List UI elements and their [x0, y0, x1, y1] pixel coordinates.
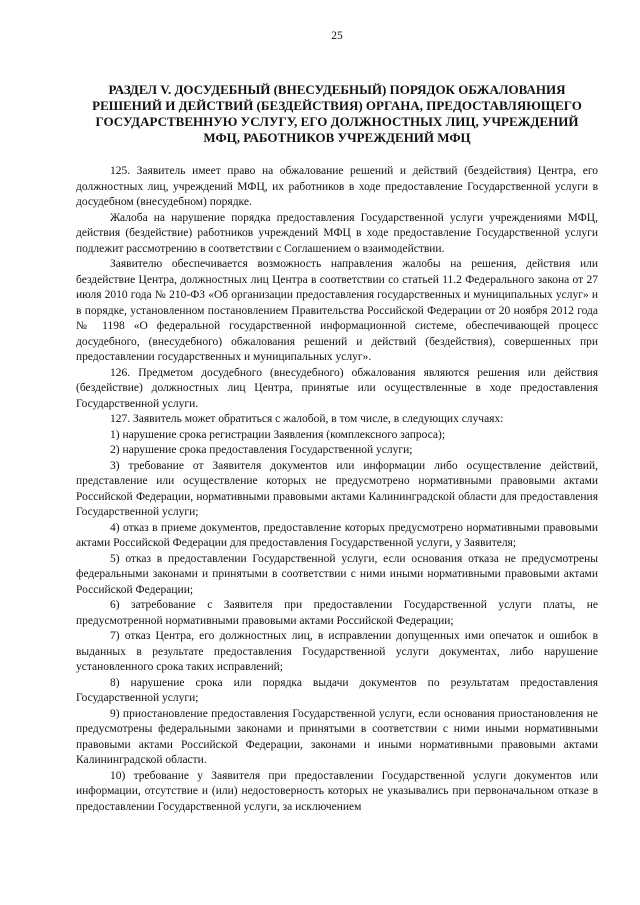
- paragraph-125: 125. Заявитель имеет право на обжалование решений и действий (бездействия) Центра, его должностных лиц, учреждений МФЦ, их работников в ходе предоставление Государственной услуги в досудебном (внесудебном) порядке.: [76, 165, 598, 208]
- paragraph-complaint-channels: Заявителю обеспечивается возможность направления жалобы на решения, действия или бездействие Центра, должностных лиц Центра в соответствии со статьей 11.2 Федерального закона от 27 июля 2010 года № 210-ФЗ «Об организации предоставления государственных и муниципальных услуг» и в порядке, установленном постановлением Правительства Российской Федерации от 20 ноября 2012 года № 1198 «О федеральной государственной информационной системе, обеспечивающей процесс досудебного, (внесудебного) обжалования решений и действий (бездействия), совершенных при предоставлении государственных и муниципальных услуг».: [76, 258, 598, 363]
- paragraph-complaint-mfc: Жалоба на нарушение порядка предоставления Государственной услуги учреждениями МФЦ, действия (бездействие) работников учреждений МФЦ в ходе предоставление Государственной услуги подлежит рассмотрению в соответствии с Соглашением о взаимодействии.: [76, 211, 598, 255]
- list-item-6: 6) затребование с Заявителя при предоставлении Государственной услуги платы, не предусмотренной нормативными правовыми актами Российской Федерации;: [76, 599, 598, 627]
- section-title-line: МФЦ, РАБОТНИКОВ УЧРЕЖДЕНИЙ МФЦ: [203, 130, 471, 145]
- section-title: [80, 82, 594, 146]
- paragraph-127: 127. Заявитель может обратиться с жалобой, в том числе, в следующих случаях:: [110, 413, 504, 425]
- section-title-line: РАЗДЕЛ V. ДОСУДЕБНЫЙ (ВНЕСУДЕБНЫЙ) ПОРЯДОК ОБЖАЛОВАНИЯ: [108, 82, 566, 97]
- list-item-8: 8) нарушение срока или порядка выдачи документов по результатам предоставления Государственной услуги;: [76, 676, 598, 704]
- list-item-5: 5) отказ в предоставлении Государственной услуги, если основания отказа не предусмотрены федеральными законами и принятыми в соответствии с ними иными нормативными правовыми актами Российской Федерации;: [76, 552, 598, 596]
- page-number: 25: [331, 30, 343, 42]
- body-text: [76, 164, 598, 815]
- list-item-10: 10) требование у Заявителя при предоставлении Государственной услуги документов или информации, отсутствие и (или) недостоверность которых не указывались при первоначальном отказе в предоставлении Государственной услуги, за исключением: [76, 769, 598, 813]
- list-item-7: 7) отказ Центра, его должностных лиц, в исправлении допущенных ими опечаток и ошибок в выданных в результате предоставления Государственной услуги документах, либо нарушение установленного срока таких исправлений;: [76, 630, 598, 673]
- section-title-line: ГОСУДАРСТВЕННУЮ УСЛУГУ, ЕГО ДОЛЖНОСТНЫХ ЛИЦ, УЧРЕЖДЕНИЙ: [95, 114, 579, 129]
- list-item-2: 2) нарушение срока предоставления Государственной услуги;: [110, 444, 413, 456]
- list-item-3: 3) требование от Заявителя документов или информации либо осуществление действий, представление или осуществление которых не предусмотрено нормативными правовыми актами Российской Федерации, нормативными правовыми актами Калининградской области для предоставления Государственной услуги;: [76, 459, 598, 518]
- list-item-9: 9) приостановление предоставления Государственной услуги, если основания приостановления не предусмотрены федеральными законами и принятыми в соответствии с ними иными нормативными правовыми актами Российской Федерации, законами и иными нормативными правовыми актами Калининградской области.: [76, 707, 598, 766]
- list-item-4: 4) отказ в приеме документов, предоставление которых предусмотрено нормативными правовыми актами Российской Федерации для предоставления Государственной услуги, у Заявителя;: [76, 521, 598, 549]
- paragraph-126: 126. Предметом досудебного (внесудебного) обжалования являются решения или действия (бездействие) должностных лиц Центра, принятые или осуществленные в ходе предоставления Государственной услуги.: [76, 366, 598, 410]
- list-item-1: 1) нарушение срока регистрации Заявления (комплексного запроса);: [110, 428, 446, 441]
- section-title-line: РЕШЕНИЙ И ДЕЙСТВИЙ (БЕЗДЕЙСТВИЯ) ОРГАНА, ПРЕДОСТАВЛЯЮЩЕГО: [92, 98, 582, 113]
